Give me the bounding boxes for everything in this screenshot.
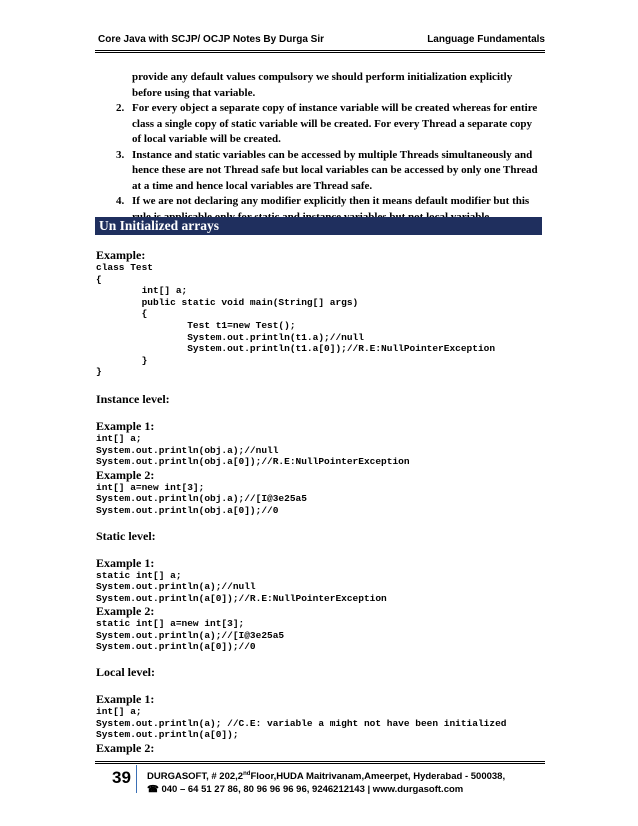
list-text: For every object a separate copy of instance variable will be created whereas for entire class a single copy of static variable will be created. For every Thread a separate copy of local variable will be created. — [132, 102, 538, 145]
code-block: static int[] a=new int[3]; System.out.println(a);//[I@3e25a5 System.out.println(a[0]);//0 — [96, 618, 285, 653]
notes-list — [96, 70, 540, 225]
list-item — [96, 148, 540, 195]
code-block: int[] a=new int[3]; System.out.println(obj.a);//[I@3e25a5 System.out.println(obj.a[0]);//0 — [96, 481, 307, 516]
example-label: Example 1: — [96, 418, 155, 433]
header-rule-double — [95, 52, 545, 53]
list-number: 2. — [116, 102, 125, 114]
instance-level-heading: Instance level: — [96, 391, 170, 406]
example-label: Example 1: — [96, 692, 155, 707]
list-text: Instance and static variables can be accessed by multiple Threads simultaneously and hence these are not Thread safe but local variables can be accessed by only one Thread at a time and hence local variables are Thread safe. — [132, 148, 538, 192]
list-number: 4. — [116, 195, 125, 207]
main-content — [96, 248, 542, 755]
code-block: static int[] a; System.out.println(a);//null System.out.println(a[0]);//R.E:NullPointerException — [96, 569, 387, 604]
list-text: If we are not declaring any modifier explicitly then it means default modifier but this — [132, 195, 530, 207]
list-item — [96, 101, 540, 148]
header-chapter: Language Fundamentals — [427, 34, 545, 45]
footer-contact: ☎ 040 – 64 51 27 86, 80 96 96 96 96, 9246212143 | www.durgasoft.com — [147, 784, 464, 796]
section-heading: Un Initialized arrays — [95, 217, 542, 235]
static-level-heading: Static level: — [96, 528, 156, 543]
code-block: class Test { int[] a; public static void main(String[] args) { Test t1=new Test(); System.out.println(t1.a);//null System.out.println(t1.a[0]);//R.E:NullPointerException } } — [96, 262, 496, 378]
example-label: Example: — [96, 248, 146, 262]
example-label: Example 2: — [96, 467, 155, 482]
footer-address: DURGASOFT, # 202,2ndFloor,HUDA Maitrivanam,Ameerpet, Hyderabad - 500038, — [147, 771, 506, 783]
header-title: Core Java with SCJP/ OCJP Notes By Durga Sir — [98, 34, 325, 45]
local-level-heading: Local level: — [96, 665, 155, 680]
footer-divider — [136, 765, 137, 793]
page-footer — [147, 768, 505, 796]
footer-rule — [95, 761, 545, 762]
phone-icon: ☎ — [147, 784, 159, 796]
list-continuation: provide any default values compulsory we should perform initialization explicitly before using that variable. — [132, 71, 513, 99]
code-block: int[] a; System.out.println(a); //C.E: variable a might not have been initialized System.out.println(a[0]); — [96, 706, 507, 741]
code-block: int[] a; System.out.println(obj.a);//null System.out.println(obj.a[0]);//R.E:NullPointerException — [96, 432, 410, 468]
example-label: Example 1: — [96, 555, 155, 570]
example-label: Example 2: — [96, 604, 155, 619]
list-number: 3. — [116, 148, 125, 161]
page-number: 39 — [112, 768, 131, 787]
example-label: Example 2: — [96, 740, 155, 755]
header-rule — [95, 50, 545, 51]
footer-rule-double — [95, 763, 545, 764]
